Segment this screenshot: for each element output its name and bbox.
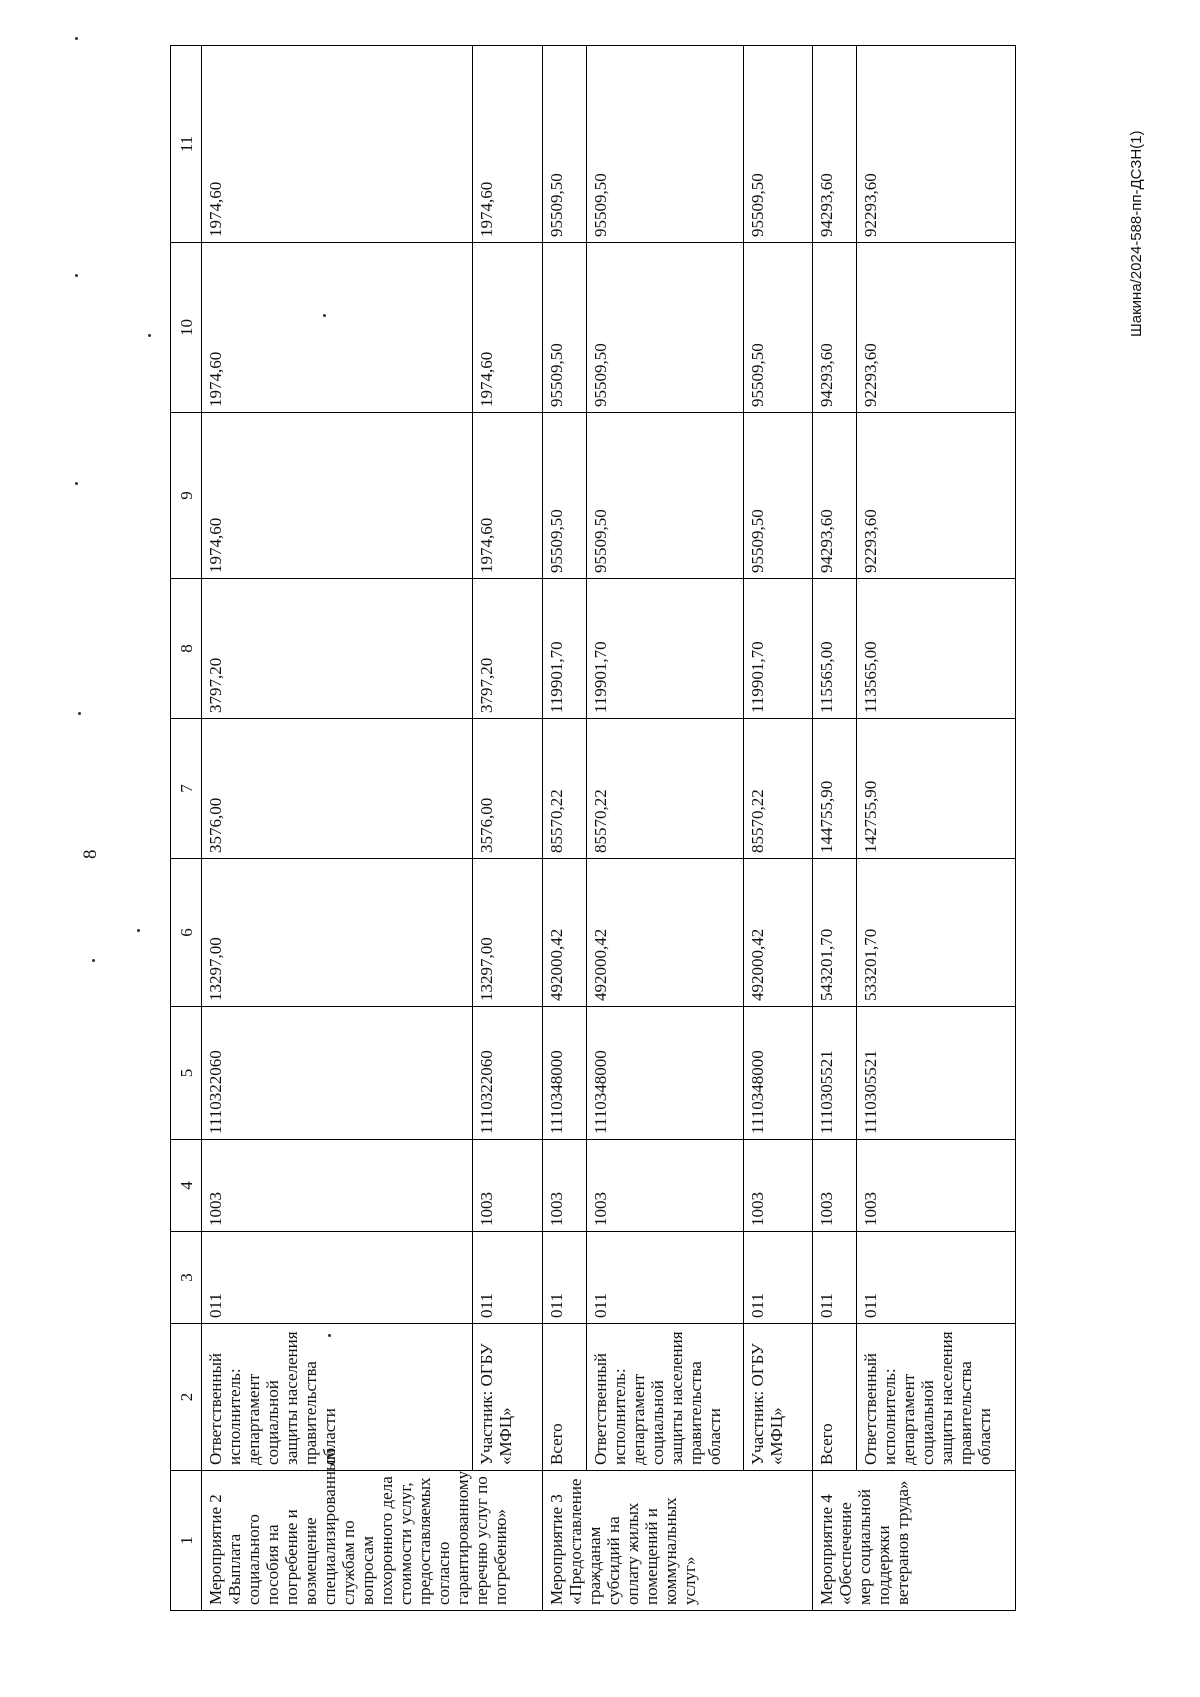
cell-section: 1003	[543, 1140, 587, 1232]
table-row	[587, 46, 744, 1611]
cell-target: 1110348000	[543, 1007, 587, 1140]
cell-code: 011	[857, 1232, 1016, 1324]
col-header: 9	[171, 413, 202, 579]
cell-section: 1003	[587, 1140, 744, 1232]
cell-value: 142755,90	[857, 719, 1016, 859]
executor: Участник: ОГБУ «МФЦ»	[473, 1324, 543, 1471]
cell-value: 119901,70	[587, 579, 744, 719]
cell-value: 1974,60	[473, 243, 543, 413]
cell-value: 3576,00	[473, 719, 543, 859]
cell-value: 85570,22	[587, 719, 744, 859]
cell-section: 1003	[473, 1140, 543, 1232]
cell-code: 011	[587, 1232, 744, 1324]
scan-speck	[75, 482, 78, 485]
cell-value: 85570,22	[543, 719, 587, 859]
cell-section: 1003	[202, 1140, 473, 1232]
budget-table	[170, 45, 1016, 1611]
page-number: 8	[80, 849, 101, 859]
cell-target: 1110322060	[473, 1007, 543, 1140]
cell-value: 144755,90	[813, 719, 857, 859]
table-row	[813, 46, 857, 1611]
event-name: Мероприятие 4 «Обеспечение мер социальной поддержки ветеранов труда»	[813, 1471, 1016, 1611]
cell-target: 1110322060	[202, 1007, 473, 1140]
cell-value: 543201,70	[813, 859, 857, 1007]
col-header: 10	[171, 243, 202, 413]
cell-value: 92293,60	[857, 243, 1016, 413]
cell-value: 95509,50	[587, 413, 744, 579]
scan-speck	[75, 274, 78, 277]
col-header: 7	[171, 719, 202, 859]
cell-value: 95509,50	[543, 243, 587, 413]
cell-value: 85570,22	[744, 719, 813, 859]
executor: Всего	[543, 1324, 587, 1471]
cell-code: 011	[744, 1232, 813, 1324]
cell-value: 113565,00	[857, 579, 1016, 719]
cell-target: 1110305521	[857, 1007, 1016, 1140]
cell-code: 011	[543, 1232, 587, 1324]
cell-value: 119901,70	[744, 579, 813, 719]
cell-value: 95509,50	[543, 413, 587, 579]
cell-value: 95509,50	[587, 243, 744, 413]
table-row	[543, 46, 587, 1611]
cell-code: 011	[202, 1232, 473, 1324]
cell-section: 1003	[744, 1140, 813, 1232]
header-row	[171, 46, 202, 1611]
document-id: Шакина/2024-588-пп-ДСЗН(1)	[1128, 130, 1145, 337]
cell-value: 95509,50	[587, 46, 744, 243]
col-header: 4	[171, 1140, 202, 1232]
col-header: 1	[171, 1471, 202, 1611]
cell-value: 1974,60	[202, 413, 473, 579]
cell-value: 533201,70	[857, 859, 1016, 1007]
cell-value: 94293,60	[813, 413, 857, 579]
cell-code: 011	[813, 1232, 857, 1324]
cell-code: 011	[473, 1232, 543, 1324]
cell-value: 3797,20	[202, 579, 473, 719]
cell-section: 1003	[857, 1140, 1016, 1232]
scan-speck	[137, 929, 140, 932]
table-row	[857, 46, 1016, 1611]
cell-value: 94293,60	[813, 243, 857, 413]
cell-value: 13297,00	[473, 859, 543, 1007]
executor: Участник: ОГБУ «МФЦ»	[744, 1324, 813, 1471]
cell-value: 119901,70	[543, 579, 587, 719]
cell-value: 13297,00	[202, 859, 473, 1007]
cell-target: 1110305521	[813, 1007, 857, 1140]
cell-target: 1110348000	[744, 1007, 813, 1140]
cell-value: 92293,60	[857, 413, 1016, 579]
col-header: 5	[171, 1007, 202, 1140]
scan-speck	[92, 959, 95, 962]
event-name: Мероприятие 2 «Выплата социального пособия на погребение и возмещение специализированным службам по вопросам похоронного дела стоимости услуг, предоставляемых согласно гарантированному перечню услуг по погребению»	[202, 1471, 543, 1611]
executor: Ответственный исполнитель: департамент социальной защиты населения правительства области	[857, 1324, 1016, 1471]
executor: Ответственный исполнитель: департамент социальной защиты населения правительства области	[587, 1324, 744, 1471]
col-header: 11	[171, 46, 202, 243]
cell-target: 1110348000	[587, 1007, 744, 1140]
cell-value: 95509,50	[744, 243, 813, 413]
scan-speck	[148, 334, 151, 337]
cell-value: 1974,60	[473, 413, 543, 579]
cell-value: 1974,60	[202, 243, 473, 413]
cell-value: 95509,50	[543, 46, 587, 243]
cell-value: 95509,50	[744, 413, 813, 579]
cell-value: 115565,00	[813, 579, 857, 719]
cell-value: 1974,60	[202, 46, 473, 243]
executor: Ответственный исполнитель: департамент социальной защиты населения правительства области	[202, 1324, 473, 1471]
cell-section: 1003	[813, 1140, 857, 1232]
cell-value: 492000,42	[587, 859, 744, 1007]
cell-value: 492000,42	[744, 859, 813, 1007]
col-header: 8	[171, 579, 202, 719]
cell-value: 3797,20	[473, 579, 543, 719]
col-header: 3	[171, 1232, 202, 1324]
scan-speck	[78, 712, 81, 715]
col-header: 2	[171, 1324, 202, 1471]
scan-speck	[75, 37, 78, 40]
table-row	[202, 46, 473, 1611]
cell-value: 94293,60	[813, 46, 857, 243]
cell-value: 1974,60	[473, 46, 543, 243]
cell-value: 3576,00	[202, 719, 473, 859]
col-header: 6	[171, 859, 202, 1007]
executor: Всего	[813, 1324, 857, 1471]
cell-value: 95509,50	[744, 46, 813, 243]
table-row	[473, 46, 543, 1611]
cell-value: 492000,42	[543, 859, 587, 1007]
event-name: Мероприятие 3 «Предоставление гражданам субсидий на оплату жилых помещений и коммунальных услуг»	[543, 1471, 813, 1611]
cell-value: 92293,60	[857, 46, 1016, 243]
table-row	[744, 46, 813, 1611]
